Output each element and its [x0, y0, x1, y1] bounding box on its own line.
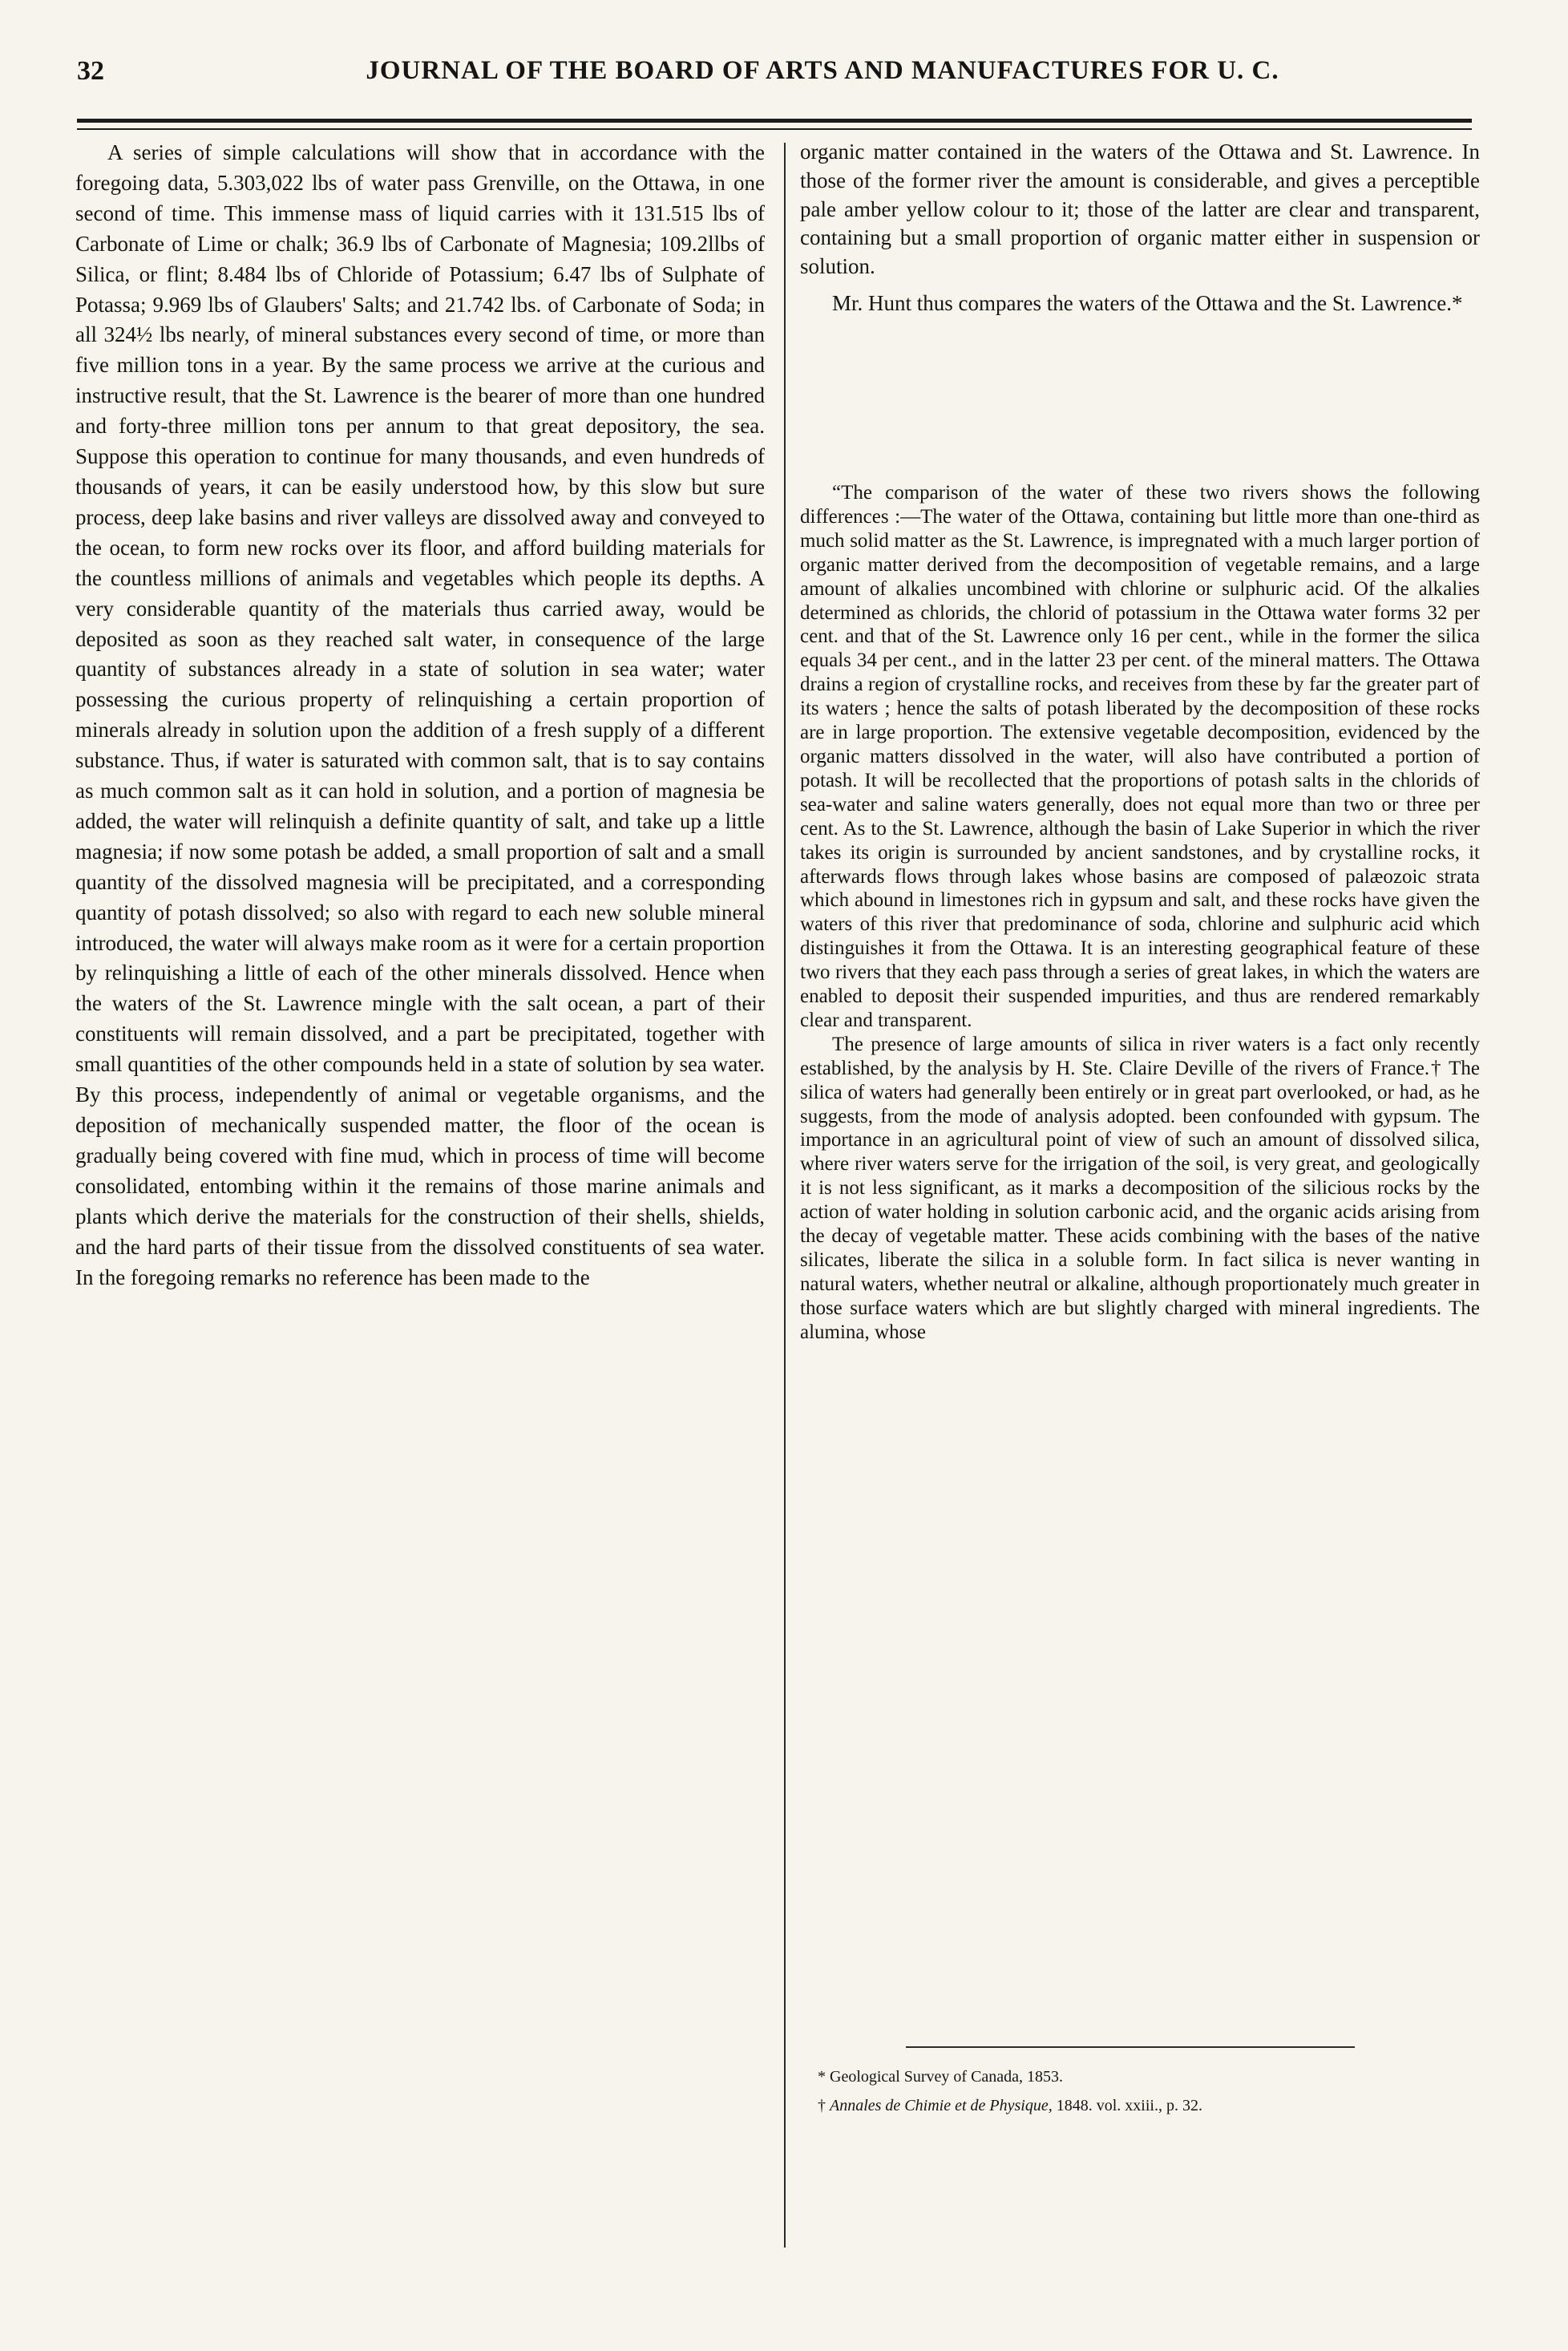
- footnote-2-marker: †: [818, 2097, 830, 2114]
- hunt-intro-paragraph: Mr. Hunt thus compares the waters of the Ottawa and the St. Lawrence.*: [832, 290, 1463, 315]
- left-column: [75, 138, 765, 1293]
- page-number: 32: [77, 56, 104, 86]
- continuation-paragraph: organic matter contained in the waters of the Ottawa and St. Lawrence. In those of the former river the amount is considerable, and gives a perceptible pale amber yellow colour to it; those of the latter are clear and transparent, containing but a small proportion of organic matter either in suspension or solution.: [800, 140, 1480, 279]
- footnote-rule: [906, 2046, 1355, 2048]
- running-title: JOURNAL OF THE BOARD OF ARTS AND MANUFACTURES FOR U. C.: [366, 56, 1279, 85]
- right-column-quotation: [800, 481, 1480, 1345]
- quotation-paragraph-2: The presence of large amounts of silica in river waters is a fact only recently established, by the analysis by H. Ste. Claire Deville of the rivers of France.† The silica of waters had generally been entirely or in great part overlooked, or had, as he suggests, from the mode of analysis adopted. been confounded with gypsum. The importance in an agricultural point of view of such an amount of dissolved silica, where river waters serve for the irrigation of the soil, is very great, and geologically it is not less significant, as it marks a decomposition of the silicious rocks by the action of water holding in solution carbonic acid, and the organic acids arising from the decay of vegetable matter. These acids combining with the bases of the native silicates, liberate the silica in a soluble form. In fact silica is never wanting in natural waters, whether neutral or alkaline, although proportionately much greater in those surface waters which are but slightly charged with mineral ingredients. The alumina, whose: [800, 1033, 1480, 1343]
- header-rule-thick: [77, 119, 1472, 123]
- left-column-paragraph: A series of simple calculations will show that in accordance with the foregoing data, 5.303,022 lbs of water pass Grenville, on the Ottawa, in one second of time. This immense mass of liquid carries with it 131.515 lbs of Carbonate of Lime or chalk; 36.9 lbs of Carbonate of Magnesia; 109.2llbs of Silica, or flint; 8.484 lbs of Chloride of Potassium; 6.47 lbs of Sulphate of Potassa; 9.969 lbs of Glaubers' Salts; and 21.742 lbs. of Carbonate of Soda; in all 324½ lbs nearly, of mineral substances every second of time, or more than five million tons in a year. By the same process we arrive at the curious and instructive result, that the St. Lawrence is the bearer of more than one hundred and forty-three million tons per annum to that great depository, the sea. Suppose this operation to continue for many thousands, and even hundreds of thousands of years, it can be easily understood how, by this slow but sure process, deep lake basins and river valleys are dissolved away and conveyed to the ocean, to form new rocks over its floor, and afford building materials for the countless millions of animals and vegetables which people its depths. A very considerable quantity of the materials thus carried away, would be deposited as soon as they reached salt water, in consequence of the large quantity of substances already in a state of solution in sea water; water possessing the curious property of relinquishing a certain proportion of minerals already in solution upon the addition of a fresh supply of a different substance. Thus, if water is saturated with common salt, that is to say contains as much common salt as it can hold in solution, and a portion of magnesia be added, the water will relinquish a definite quantity of salt, and take up a little magnesia; if now some potash be added, a small proportion of salt and a small quantity of the dissolved magnesia will be precipitated, and a corresponding quantity of potash dissolved; so also with regard to each new soluble mineral introduced, the water will always make room as it were for a certain proportion by relinquishing a little of each of the other minerals dissolved. Hence when the waters of the St. Lawrence mingle with the salt ocean, a part of their constituents will remain dissolved, and a part be precipitated, together with small quantities of the other compounds held in a state of solution by sea water. By this process, independently of animal or vegetable organisms, and the deposition of mechanically suspended matter, the floor of the ocean is gradually being covered with fine mud, which in process of time will become consolidated, entombing within it the remains of those marine animals and plants which derive the materials for the construction of their shells, shields, and the hard parts of their tissue from the dissolved constituents of sea water. In the foregoing remarks no reference has been made to the: [75, 140, 765, 1289]
- page-header: [77, 55, 1472, 96]
- header-rule-thin: [77, 128, 1472, 130]
- quotation-paragraph-1: “The comparison of the water of these two rivers shows the following differences :—The water of the Ottawa, containing but little more than one-third as much solid matter as the St. Lawrence, is impregnated with a much larger portion of organic matter derived from the decomposition of vegetable remains, and a large amount of alkalies uncombined with chlorine or sulphuric acid. Of the alkalies determined as chlorids, the chlorid of potassium in the Ottawa water forms 32 per cent. and that of the St. Lawrence only 16 per cent., while in the former the silica equals 34 per cent., and in the latter 23 per cent. of the mineral matters. The Ottawa drains a region of crystalline rocks, and receives from these by far the greater part of its waters ; hence the salts of potash liberated by the decomposition of these rocks are in large proportion. The extensive vegetable decomposition, evidenced by the organic matters dissolved in the water, will also have contributed a portion of potash. It will be recollected that the proportions of potash salts in the chlorids of sea-water and saline waters generally, does not equal more than two or three per cent. As to the St. Lawrence, although the basin of Lake Superior in which the river takes its origin is surrounded by ancient sandstones, and by crystalline rocks, it afterwards flows through lakes whose basins are composed of palæozoic strata which abound in limestones rich in gypsum and salt, and these rocks have given the waters of this river that predominance of soda, chlorine and sulphuric acid which distinguishes it from the Ottawa. It is an interesting geographical feature of these two rivers that they each pass through a series of great lakes, in which the waters are enabled to deposit their suspended impurities, and thus are rendered remarkably clear and transparent.: [800, 482, 1480, 1031]
- footnote-2-title: Annales de Chimie et de Physique,: [830, 2097, 1053, 2114]
- footnote-1: * Geological Survey of Canada, 1853.: [818, 2068, 1064, 2086]
- right-column-body: [800, 138, 1480, 318]
- footnote-2-details: 1848. vol. xxiii., p. 32.: [1052, 2097, 1202, 2114]
- footnotes: [818, 2062, 1475, 2120]
- footnote-2: [818, 2091, 1475, 2120]
- column-divider: [784, 143, 786, 2248]
